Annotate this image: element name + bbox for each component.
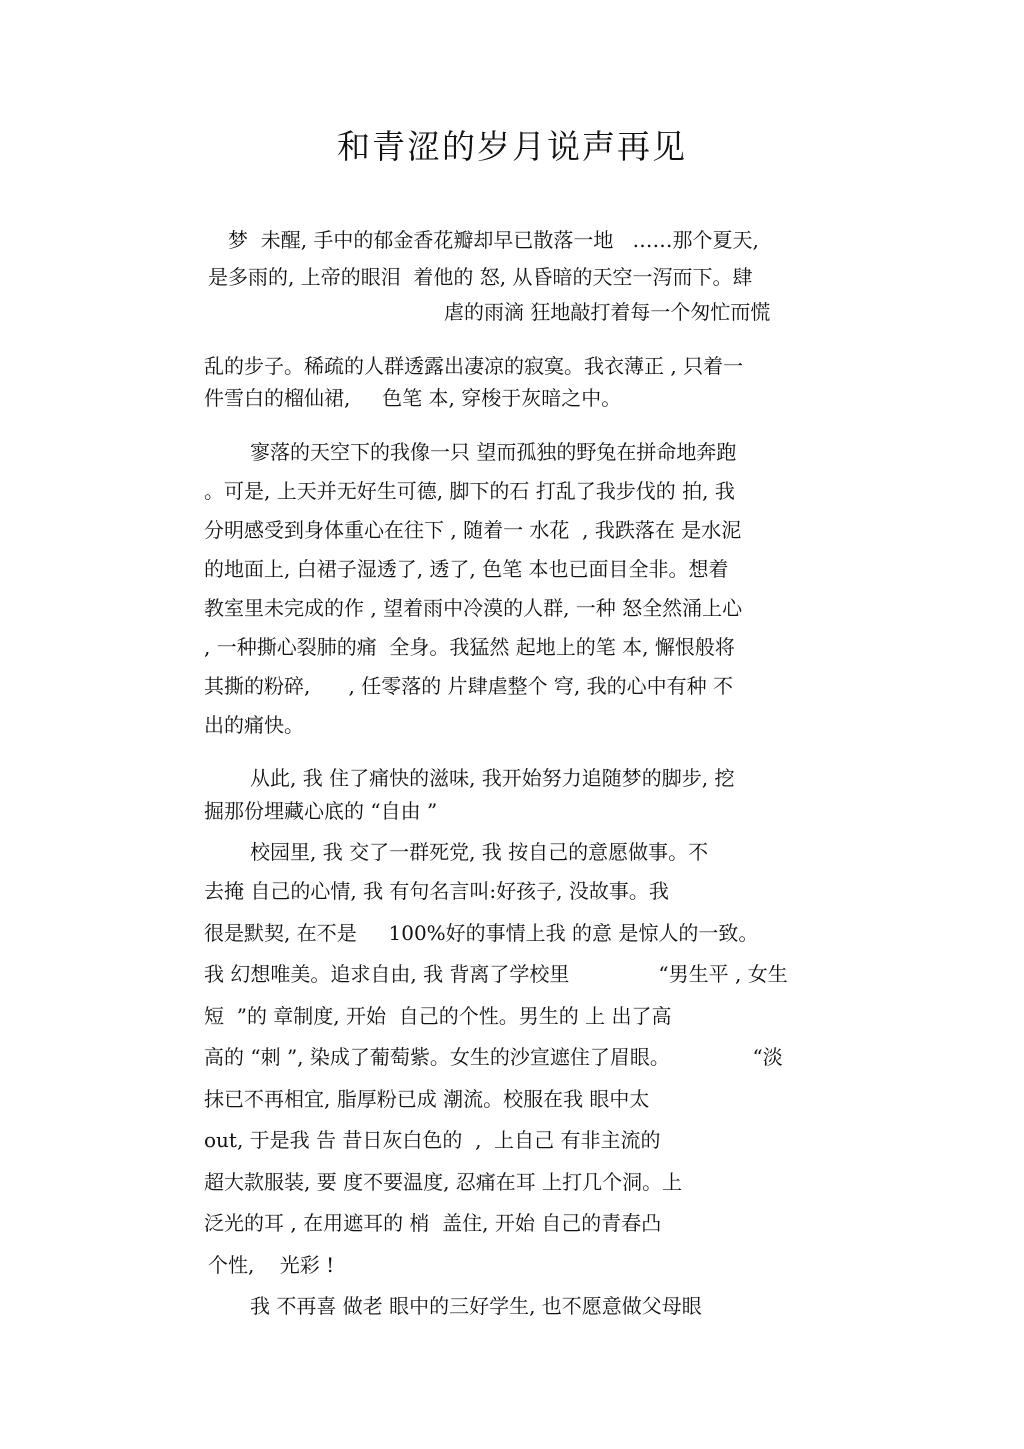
page-title: 和青涩的岁月说声再见 (337, 127, 687, 166)
text-line: 寥落的天空下的我像一只 望而孤独的野兔在拼命地奔跑 (250, 440, 737, 464)
text-line: 乱的步子。稀疏的人群透露出凄凉的寂寞。我衣薄正 , 只着一 (204, 354, 744, 378)
text-line: 件雪白的榴仙裙, 色笔 本, 穿梭于灰暗之中。 (204, 386, 622, 410)
text-line: 抹已不再相宜, 脂厚粉已成 潮流。校服在我 眼中太 (204, 1087, 650, 1111)
text-line: 出的痛快。 (204, 713, 304, 737)
text-line: 分明感受到身体重心在往下 , 随着一 水花 , 我跌落在 是水泥 (204, 518, 742, 542)
text-line: 梦 未醒, 手中的郁金香花瓣却早已散落一地 ……那个夏天, (228, 228, 759, 252)
text-line: 我 不再喜 做老 眼中的三好学生, 也不愿意做父母眼 (250, 1294, 702, 1318)
text-line: 我 幻想唯美。追求自由, 我 背离了学校里 “男生平 , 女生 (204, 962, 788, 986)
text-line: out, 于是我 告 昔日灰白色的 , 上自己 有非主流的 (204, 1128, 661, 1152)
text-line: 。可是, 上天并无好生可德, 脚下的石 打乱了我步伐的 拍, 我 (204, 479, 735, 503)
text-line: 短 ”的 章制度, 开始 自己的个性。男生的 上 出了高 (204, 1004, 672, 1028)
text-line: 超大款服装, 要 度不要温度, 忍痛在耳 上打几个洞。上 (204, 1170, 683, 1194)
text-line: 校园里, 我 交了一群死党, 我 按自己的意愿做事。不 (250, 840, 709, 864)
text-line: 个性, 光彩 ! (208, 1253, 335, 1277)
text-line: 掘那份埋藏心底的 “自由 ” (204, 799, 438, 823)
text-line: 虐的雨滴 狂地敲打着每一个匆忙而慌 (444, 300, 771, 324)
text-line: 是多雨的, 上帝的眼泪 着他的 怒, 从昏暗的天空一泻而下。肆 (208, 265, 753, 289)
text-line: 泛光的耳 , 在用遮耳的 梢 盖住, 开始 自己的青春凸 (204, 1211, 662, 1235)
text-line: 教室里未完成的作 , 望着雨中冷漠的人群, 一种 怒全然涌上心 (204, 596, 743, 620)
text-line: , 一种撕心裂肺的痛 全身。我猛然 起地上的笔 本, 懈恨般将 (204, 635, 735, 659)
text-line: 去掩 自己的心情, 我 有句名言叫:好孩子, 没故事。我 (204, 879, 669, 903)
text-line: 从此, 我 住了痛快的滋味, 我开始努力追随梦的脚步, 挖 (250, 766, 735, 790)
text-line: 高的 “刺 ”, 染成了葡萄紫。女生的沙宣遮住了眉眼。 “淡 (204, 1045, 783, 1069)
text-line: 的地面上, 白裙子湿透了, 透了, 色笔 本也已面目全非。想着 (204, 557, 729, 581)
text-line: 很是默契, 在不是 100%好的事情上我 的意 是惊人的一致。 (204, 921, 759, 945)
text-line: 其撕的粉碎, , 任零落的 片肆虐整个 穹, 我的心中有种 不 (204, 674, 734, 698)
